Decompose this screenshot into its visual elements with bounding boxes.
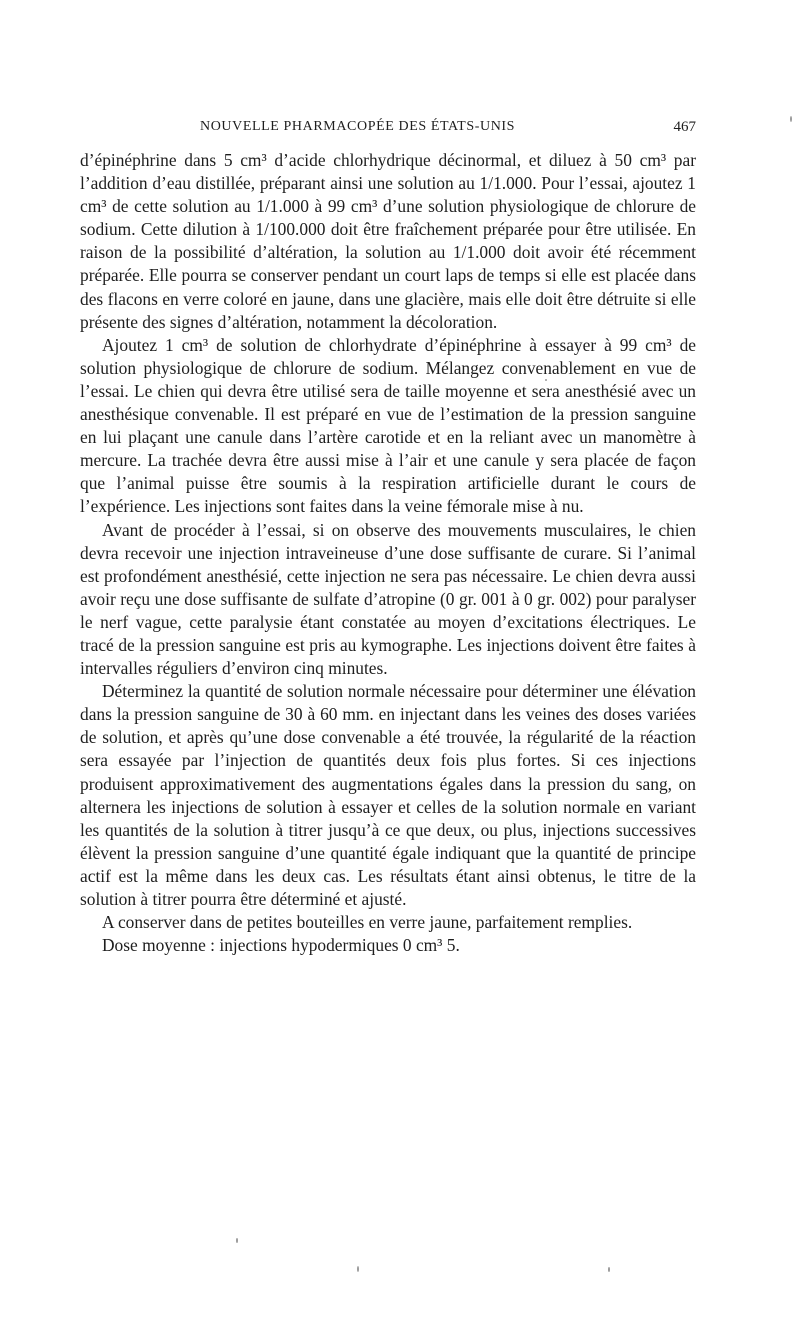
paragraph-continuation: d’épinéphrine dans 5 cm³ d’acide chlorhydrique décinormal, et diluez à 50 cm³ par l’addition d’eau distillée, préparant ainsi une solution au 1/1.000. Pour l’essai, ajoutez 1 cm³ de cette solution au 1/1.000 à 99 cm³ d’une solution physiologique de chlorure de sodium. Cette dilution à 1/100.000 doit être fraîchement préparée pour être utilisée. En raison de la possibilité d’altération, la solution au 1/1.000 doit avoir été récemment préparée. Elle pourra se conserver pendant un court laps de temps si elle est placée dans des flacons en verre coloré en jaune, dans une glacière, mais elle doit être détruite si elle présente des signes d’altération, notamment la décoloration. [80, 150, 696, 332]
scan-speck [545, 379, 547, 381]
scan-speck [608, 1267, 610, 1272]
paragraph-storage: A conserver dans de petites bouteilles en verre jaune, parfaitement remplies. [102, 912, 633, 933]
paragraph-preparation: Avant de procéder à l’essai, si on observe des mouvements musculaires, le chien devra recevoir une injection intraveineuse d’une dose suffisante de curare. Si l’animal est profondément anesthésié, cette injection ne sera pas nécessaire. Le chien devra aussi avoir reçu une dose suffisante de sulfate d’atropine (0 gr. 001 à 0 gr. 002) pour paralyser le nerf vague, cette paralysie étant constatée au moyen d’excitations électriques. Le tracé de la pression sanguine est pris au kymographe. Les injections doivent être faites à intervalles réguliers d’environ cinq minutes. [80, 519, 696, 679]
scan-speck [236, 1238, 238, 1243]
running-title: NOUVELLE PHARMACOPÉE DES ÉTATS-UNIS [200, 119, 516, 134]
paragraph-dose: Dose moyenne : injections hypodermiques 0 cm³ 5. [102, 935, 460, 956]
scan-speck [790, 116, 792, 122]
paragraph-determination: Déterminez la quantité de solution normale nécessaire pour déterminer une élévation dans la pression sanguine de 30 à 60 mm. en injectant dans les veines des doses variées de solution, et après qu’une dose convenable a été trouvée, la régularité de la réaction sera essayée par l’injection de quantités deux fois plus fortes. Si ces injections produisent approximativement des augmentations égales dans la pression du sang, on alternera les injections de solution à essayer et celles de la solution normale en variant les quantités de la solution à titrer jusqu’à ce que deux, ou plus, injections successives élèvent la pression sanguine d’une quantité égale indiquant que la quantité de principe actif est la même dans les deux cas. Les résultats étant ainsi obtenus, le titre de la solution à titrer pourra être déterminé et ajusté. [80, 681, 696, 909]
body-text [80, 149, 696, 957]
scan-speck [357, 1266, 359, 1272]
page-number: 467 [673, 119, 696, 135]
paragraph-test-procedure: Ajoutez 1 cm³ de solution de chlorhydrate d’épinéphrine à essayer à 99 cm³ de solution physiologique de chlorure de sodium. Mélangez convenablement en vue de l’essai. Le chien qui devra être utilisé sera de taille moyenne et sera anesthésié avec un anesthésique convenable. Il est préparé en vue de l’estimation de la pression sanguine en lui plaçant une canule dans l’artère carotide et en la reliant avec un manomètre à mercure. La trachée devra être aussi mise à l’air et une canule y sera placée de façon que l’animal puisse être soumis à la respiration artificielle durant le cours de l’expérience. Les injections sont faites dans la veine fémorale mise à nu. [80, 334, 696, 517]
running-head [80, 119, 696, 141]
